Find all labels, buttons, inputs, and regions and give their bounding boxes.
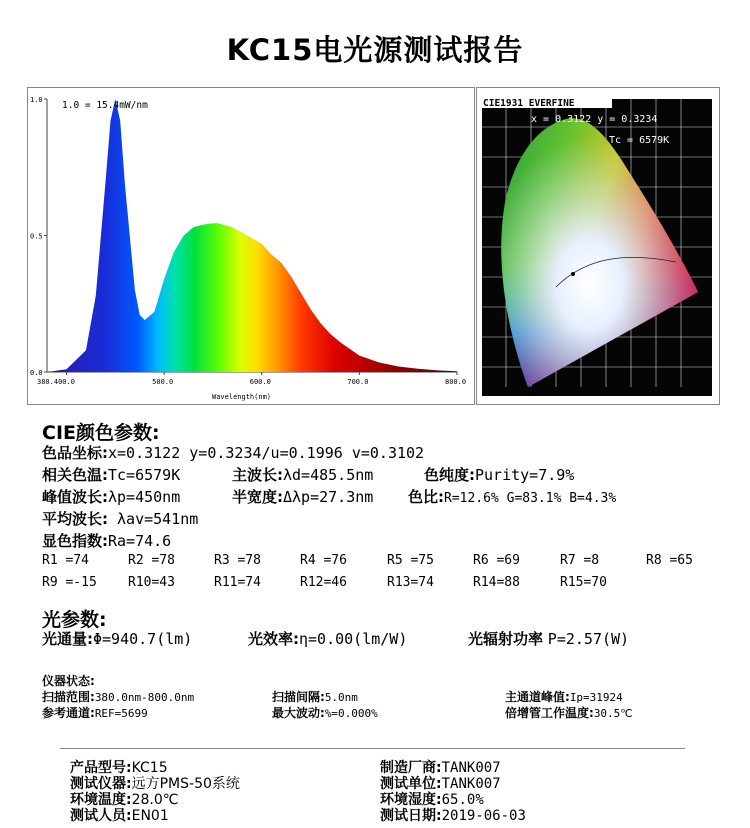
ref-channel-label: 参考通道: xyxy=(42,706,95,720)
radiant-value: P=2.57(W) xyxy=(547,630,630,648)
half-width-value: Δλp=27.3nm xyxy=(283,488,374,506)
footer-value: TANK007 xyxy=(441,760,501,776)
footer-value: TANK007 xyxy=(441,776,501,792)
footer-label: 环境温度: xyxy=(70,792,132,808)
footer-label: 环境湿度: xyxy=(380,792,442,808)
r-value: R13=74 xyxy=(387,575,434,590)
x-tick-label: 380.400.0 xyxy=(37,378,75,386)
efficacy-label: 光效率: xyxy=(248,630,299,648)
r-value: R10=43 xyxy=(128,575,175,590)
dominant-wavelength-value: λd=485.5nm xyxy=(283,466,374,484)
footer-value: 远方PMS-50系统 xyxy=(131,776,240,792)
cie-xy: x = 0.3122 y = 0.3234 xyxy=(531,114,658,125)
y-tick-label: 0.5 xyxy=(30,232,43,241)
dominant-wavelength xyxy=(232,464,373,485)
ref-channel-value: REF=5699 xyxy=(94,707,148,720)
footer-label: 测试日期: xyxy=(380,808,442,824)
cri-label: 显色指数: xyxy=(42,532,108,550)
footer-divider xyxy=(60,748,685,749)
pmt-temp-value: 30.5℃ xyxy=(593,707,633,720)
ref-channel xyxy=(42,704,148,721)
dominant-wavelength-label: 主波长: xyxy=(232,466,283,484)
chromaticity-label: 色品坐标: xyxy=(42,444,108,462)
cct-line xyxy=(42,464,180,485)
r-value: R8 =65 xyxy=(646,553,693,568)
efficacy-value: η=0.00(lm/W) xyxy=(299,630,408,648)
footer-label: 产品型号: xyxy=(70,760,132,776)
peak-wavelength-label: 峰值波长: xyxy=(42,488,108,506)
main-peak-value: Ip=31924 xyxy=(569,691,623,704)
footer-label: 测试单位: xyxy=(380,776,442,792)
footer-value: EN01 xyxy=(131,808,169,824)
scan-interval-label: 扫描间隔: xyxy=(272,690,325,704)
cie-header: CIE1931 EVERFINE xyxy=(483,98,575,109)
radiant-label: 光辐射功率 xyxy=(468,630,544,648)
radiant-power xyxy=(468,628,629,649)
r-value: R4 =76 xyxy=(300,553,347,568)
scan-range-value: 380.0nm-800.0nm xyxy=(94,691,195,704)
r-value: R6 =69 xyxy=(473,553,520,568)
cri-value: Ra=74.6 xyxy=(108,532,172,550)
chromaticity-line xyxy=(42,442,424,463)
chromaticity-point xyxy=(571,272,575,276)
cie-tc: Tc = 6579K xyxy=(609,135,670,146)
r-value: R3 =78 xyxy=(214,553,261,568)
half-width xyxy=(232,486,373,507)
avg-wavelength xyxy=(42,508,198,529)
luminous-flux xyxy=(42,628,192,649)
pmt-temp-label: 倍增管工作温度: xyxy=(505,706,594,720)
r-value: R7 =8 xyxy=(560,553,600,568)
cie-section-heading: CIE颜色参数: xyxy=(42,422,160,444)
footer-value: 28.0℃ xyxy=(131,792,179,808)
footer-item xyxy=(380,805,526,825)
instrument-heading: 仪器状态: xyxy=(42,674,95,688)
pmt-temp xyxy=(505,704,633,721)
r-value: R14=88 xyxy=(473,575,520,590)
y-tick-label: 0.0 xyxy=(30,369,43,377)
x-tick-label: 800.0 xyxy=(445,378,467,386)
purity xyxy=(424,464,574,485)
footer-value: KC15 xyxy=(131,760,168,776)
scan-interval xyxy=(272,688,358,705)
flux-value: Φ=940.7(lm) xyxy=(93,630,193,648)
avg-wavelength-label: 平均波长: xyxy=(42,510,108,528)
y-tick-label: 1.0 xyxy=(30,96,43,104)
peak-wavelength xyxy=(42,486,180,507)
r-value: R11=74 xyxy=(214,575,261,590)
r-value: R1 =74 xyxy=(42,553,89,568)
luminous-efficacy xyxy=(248,628,407,649)
main-peak xyxy=(505,688,623,705)
r-value: R12=46 xyxy=(300,575,347,590)
chromaticity-value: x=0.3122 y=0.3234/u=0.1996 v=0.3102 xyxy=(108,444,425,462)
r-value: R9 =-15 xyxy=(42,575,97,590)
cri-line xyxy=(42,530,171,551)
cie-diagram xyxy=(476,87,720,405)
purity-label: 色纯度: xyxy=(424,466,475,484)
max-fluctuation xyxy=(272,704,378,721)
r-value: R15=70 xyxy=(560,575,607,590)
footer-value: 2019-06-03 xyxy=(441,808,526,824)
x-tick-label: 700.0 xyxy=(347,378,369,386)
scan-range-label: 扫描范围: xyxy=(42,690,95,704)
color-ratio-value: R=12.6% G=83.1% B=4.3% xyxy=(444,491,617,506)
max-fluctuation-label: 最大波动: xyxy=(272,706,325,720)
r-value: R5 =75 xyxy=(387,553,434,568)
cct-value: Tc=6579K xyxy=(108,466,181,484)
scan-interval-value: 5.0nm xyxy=(324,691,358,704)
footer-label: 测试仪器: xyxy=(70,776,132,792)
peak-wavelength-value: λp=450nm xyxy=(108,488,181,506)
color-ratio-label: 色比: xyxy=(408,488,444,506)
footer-label: 制造厂商: xyxy=(380,760,442,776)
r-value: R2 =78 xyxy=(128,553,175,568)
max-fluctuation-value: %=0.000% xyxy=(324,707,378,720)
x-axis-label: Wavelength(nm) xyxy=(212,393,272,401)
avg-wavelength-value: λav=541nm xyxy=(108,510,199,528)
color-ratio xyxy=(408,486,616,507)
footer-item xyxy=(70,805,169,825)
scan-range xyxy=(42,688,194,705)
footer-value: 65.0% xyxy=(441,792,484,808)
half-width-label: 半宽度: xyxy=(232,488,283,506)
main-peak-label: 主通道峰值: xyxy=(505,690,570,704)
footer-label: 测试人员: xyxy=(70,808,132,824)
spectrum-scale-label: 1.0 = 15.4mW/nm xyxy=(62,100,148,111)
photo-section-heading: 光参数: xyxy=(42,609,107,631)
x-tick-label: 500.0 xyxy=(152,378,174,386)
purity-value: Purity=7.9% xyxy=(475,466,575,484)
spectrum-chart xyxy=(27,87,475,405)
cct-label: 相关色温: xyxy=(42,466,108,484)
report-title: KC15电光源测试报告 xyxy=(226,33,524,67)
flux-label: 光通量: xyxy=(42,630,93,648)
x-tick-label: 600.0 xyxy=(249,378,271,386)
